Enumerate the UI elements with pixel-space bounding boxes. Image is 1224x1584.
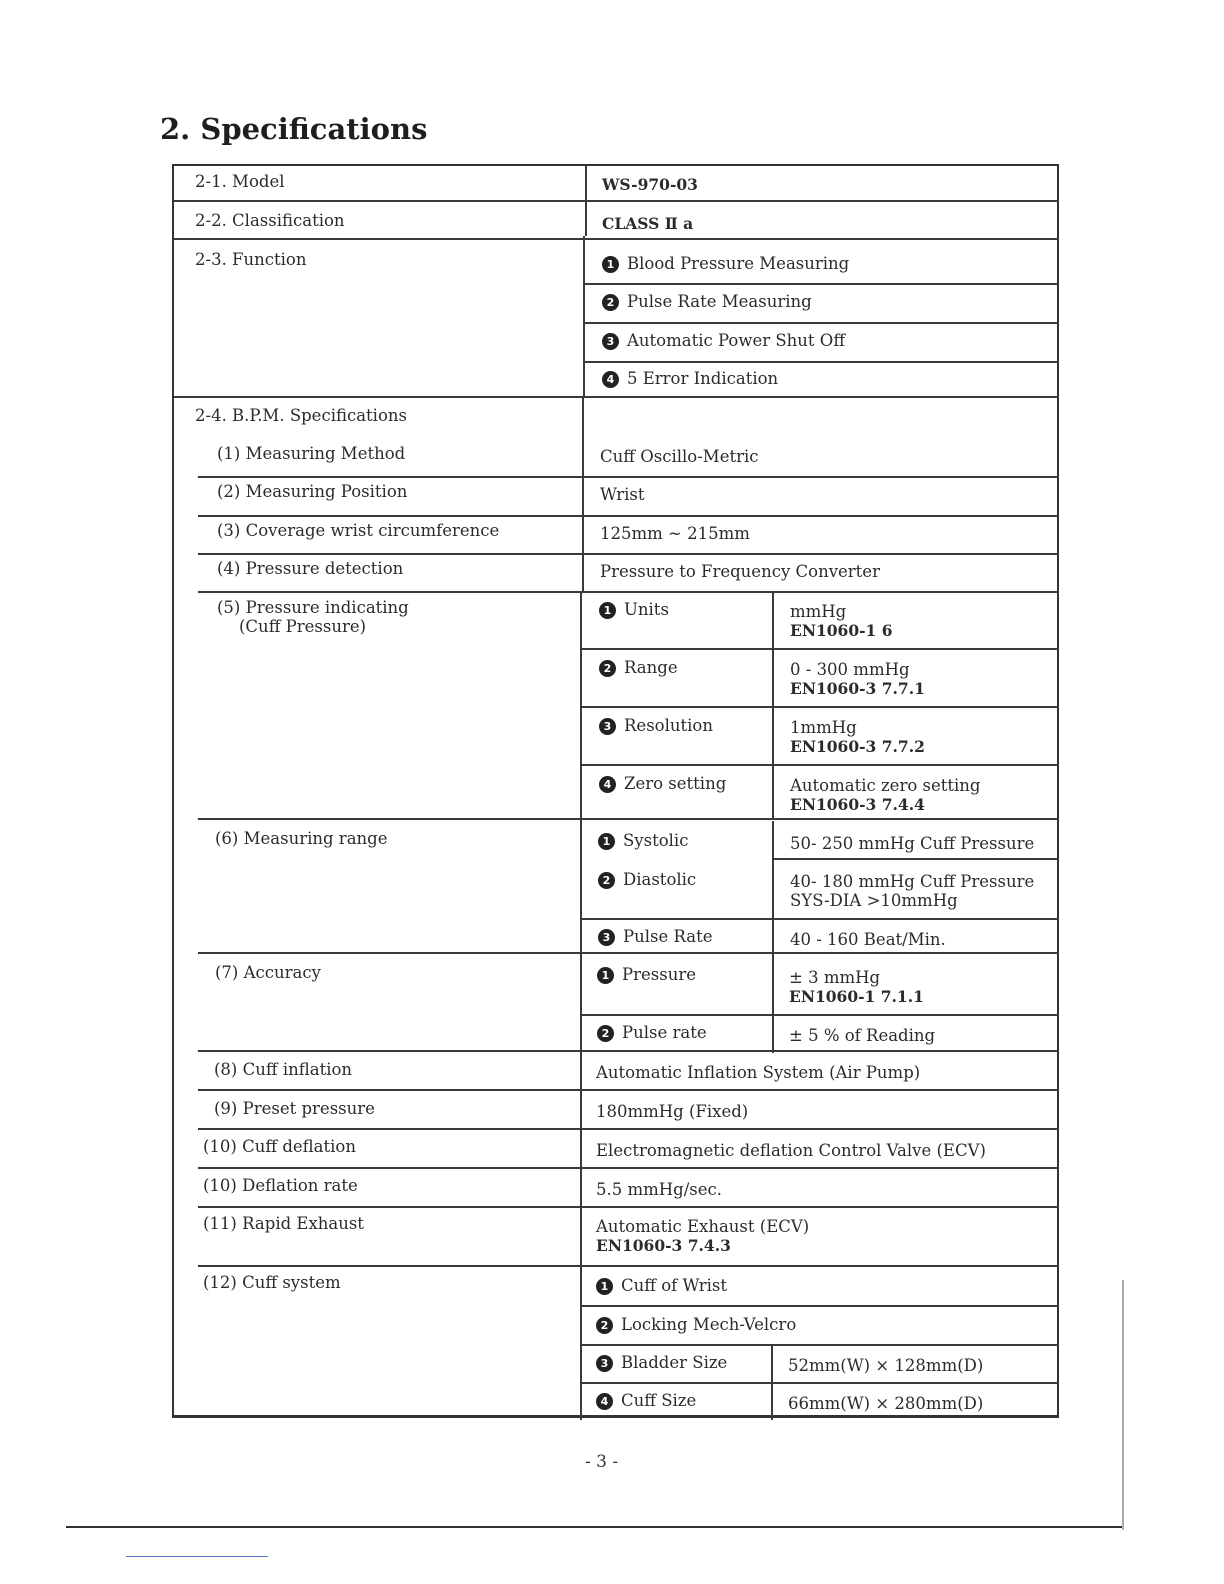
function-item: 4 5 Error Indication [602, 369, 778, 388]
row-divider [772, 858, 1059, 860]
resolution-name: 3 Resolution [599, 716, 713, 735]
classification-value: CLASS Ⅱ a [602, 214, 694, 233]
row-divider [583, 322, 1059, 324]
row-divider [198, 1128, 1059, 1130]
measuring-method-label: (1) Measuring Method [217, 444, 406, 463]
accuracy-pulse-name: 2 Pulse rate [597, 1023, 707, 1042]
preset-pressure-value: 180mmHg (Fixed) [596, 1102, 749, 1121]
range-name: 2 Range [599, 658, 678, 677]
deflation-rate-label: (10) Deflation rate [203, 1176, 358, 1195]
function-item: 3 Automatic Power Shut Off [602, 331, 845, 350]
bladder-size-value: 52mm(W) × 128mm(D) [788, 1356, 984, 1375]
rapid-exhaust-value: Automatic Exhaust (ECV) EN1060-3 7.4.3 [596, 1217, 810, 1255]
zero-setting-name: 4 Zero setting [599, 774, 726, 793]
section-title: 2. Specifications [160, 112, 428, 146]
column-divider [582, 396, 584, 591]
cuff-size-value: 66mm(W) × 280mm(D) [788, 1394, 984, 1413]
number-3-icon: 3 [599, 718, 616, 735]
model-label: 2-1. Model [195, 172, 285, 191]
row-divider [580, 918, 1059, 920]
classification-label: 2-2. Classification [195, 211, 345, 230]
cuff-of-wrist: 1 Cuff of Wrist [596, 1276, 727, 1295]
pressure-indicating-label: (5) Pressure indicating (Cuff Pressure) [217, 598, 409, 636]
row-divider [198, 1206, 1059, 1208]
row-divider [580, 1344, 1059, 1346]
row-divider [174, 200, 1059, 202]
accuracy-pressure-value: ± 3 mmHg EN1060-1 7.1.1 [789, 968, 924, 1006]
function-label: 2-3. Function [195, 250, 307, 269]
row-divider [583, 361, 1059, 363]
number-1-icon: 1 [598, 833, 615, 850]
function-item: 1 Blood Pressure Measuring [602, 254, 849, 273]
row-divider [174, 396, 1059, 398]
range-value: 0 - 300 mmHg EN1060-3 7.7.1 [790, 660, 925, 698]
pulse-rate-name: 3 Pulse Rate [598, 927, 713, 946]
coverage-value: 125mm ~ 215mm [600, 524, 750, 543]
cuff-inflation-label: (8) Cuff inflation [214, 1060, 353, 1079]
cuff-size-name: 4 Cuff Size [596, 1391, 696, 1410]
sub-column-divider [772, 821, 774, 1053]
units-value: mmHg EN1060-1 6 [790, 602, 893, 640]
number-3-icon: 3 [602, 333, 619, 350]
number-1-icon: 1 [602, 256, 619, 273]
measuring-method-value: Cuff Oscillo-Metric [600, 447, 759, 466]
row-divider [198, 818, 1059, 820]
function-item: 2 Pulse Rate Measuring [602, 292, 812, 311]
deflation-rate-value: 5.5 mmHg/sec. [596, 1180, 723, 1199]
rapid-exhaust-label: (11) Rapid Exhaust [203, 1214, 364, 1233]
number-2-icon: 2 [596, 1317, 613, 1334]
row-divider [580, 1305, 1059, 1307]
pressure-detection-value: Pressure to Frequency Converter [600, 562, 880, 581]
number-3-icon: 3 [596, 1355, 613, 1372]
diastolic-name: 2 Diastolic [598, 870, 696, 889]
row-divider [198, 1050, 1059, 1052]
measuring-position-value: Wrist [600, 485, 645, 504]
page-number: - 3 - [585, 1452, 619, 1472]
model-value: WS-970-03 [602, 175, 698, 194]
row-divider [198, 553, 1059, 555]
systolic-value: 50- 250 mmHg Cuff Pressure [790, 834, 1035, 853]
pressure-detection-label: (4) Pressure detection [217, 559, 404, 578]
number-2-icon: 2 [598, 872, 615, 889]
zero-setting-value: Automatic zero setting EN1060-3 7.4.4 [790, 776, 981, 814]
row-divider [582, 764, 1059, 766]
number-2-icon: 2 [602, 294, 619, 311]
row-divider [198, 515, 1059, 517]
measuring-position-label: (2) Measuring Position [217, 482, 408, 501]
systolic-name: 1 Systolic [598, 831, 688, 850]
cuff-deflation-label: (10) Cuff deflation [203, 1137, 356, 1156]
scan-edge-line [1122, 1280, 1124, 1530]
column-divider [580, 591, 582, 1420]
accuracy-pressure-name: 1 Pressure [597, 965, 696, 984]
row-divider [198, 1265, 1059, 1267]
footer-rule [66, 1526, 1124, 1528]
row-divider [580, 1382, 1059, 1384]
number-2-icon: 2 [599, 660, 616, 677]
number-1-icon: 1 [599, 602, 616, 619]
pulse-rate-value: 40 - 160 Beat/Min. [790, 930, 946, 949]
row-divider [198, 952, 1059, 954]
accuracy-label: (7) Accuracy [215, 963, 321, 982]
accuracy-pulse-value: ± 5 % of Reading [789, 1026, 936, 1045]
bladder-size-name: 3 Bladder Size [596, 1353, 727, 1372]
footer-link-underline [126, 1556, 268, 1557]
number-2-icon: 2 [597, 1025, 614, 1042]
cuff-system-label: (12) Cuff system [203, 1273, 341, 1292]
row-divider [198, 1167, 1059, 1169]
number-1-icon: 1 [596, 1278, 613, 1295]
resolution-value: 1mmHg EN1060-3 7.7.2 [790, 718, 925, 756]
row-divider [198, 1089, 1059, 1091]
number-4-icon: 4 [602, 371, 619, 388]
specifications-table [172, 164, 1059, 1418]
row-divider [198, 476, 1059, 478]
number-4-icon: 4 [599, 776, 616, 793]
row-divider [582, 706, 1059, 708]
number-4-icon: 4 [596, 1393, 613, 1410]
cuff-inflation-value: Automatic Inflation System (Air Pump) [596, 1063, 921, 1082]
locking-mech: 2 Locking Mech-Velcro [596, 1315, 796, 1334]
measuring-range-label: (6) Measuring range [215, 829, 388, 848]
number-1-icon: 1 [597, 967, 614, 984]
row-divider [174, 238, 1059, 240]
bpm-specifications-label: 2-4. B.P.M. Specifications [195, 406, 407, 425]
row-divider [582, 648, 1059, 650]
column-divider [583, 236, 585, 396]
coverage-label: (3) Coverage wrist circumference [217, 521, 500, 540]
units-name: 1 Units [599, 600, 669, 619]
row-divider [583, 283, 1059, 285]
number-3-icon: 3 [598, 929, 615, 946]
preset-pressure-label: (9) Preset pressure [214, 1099, 375, 1118]
cuff-deflation-value: Electromagnetic deflation Control Valve (ECV) [596, 1141, 986, 1160]
diastolic-value: 40- 180 mmHg Cuff Pressure SYS-DIA >10mmHg [790, 872, 1035, 910]
row-divider [580, 1014, 1059, 1016]
row-divider [198, 591, 1059, 593]
